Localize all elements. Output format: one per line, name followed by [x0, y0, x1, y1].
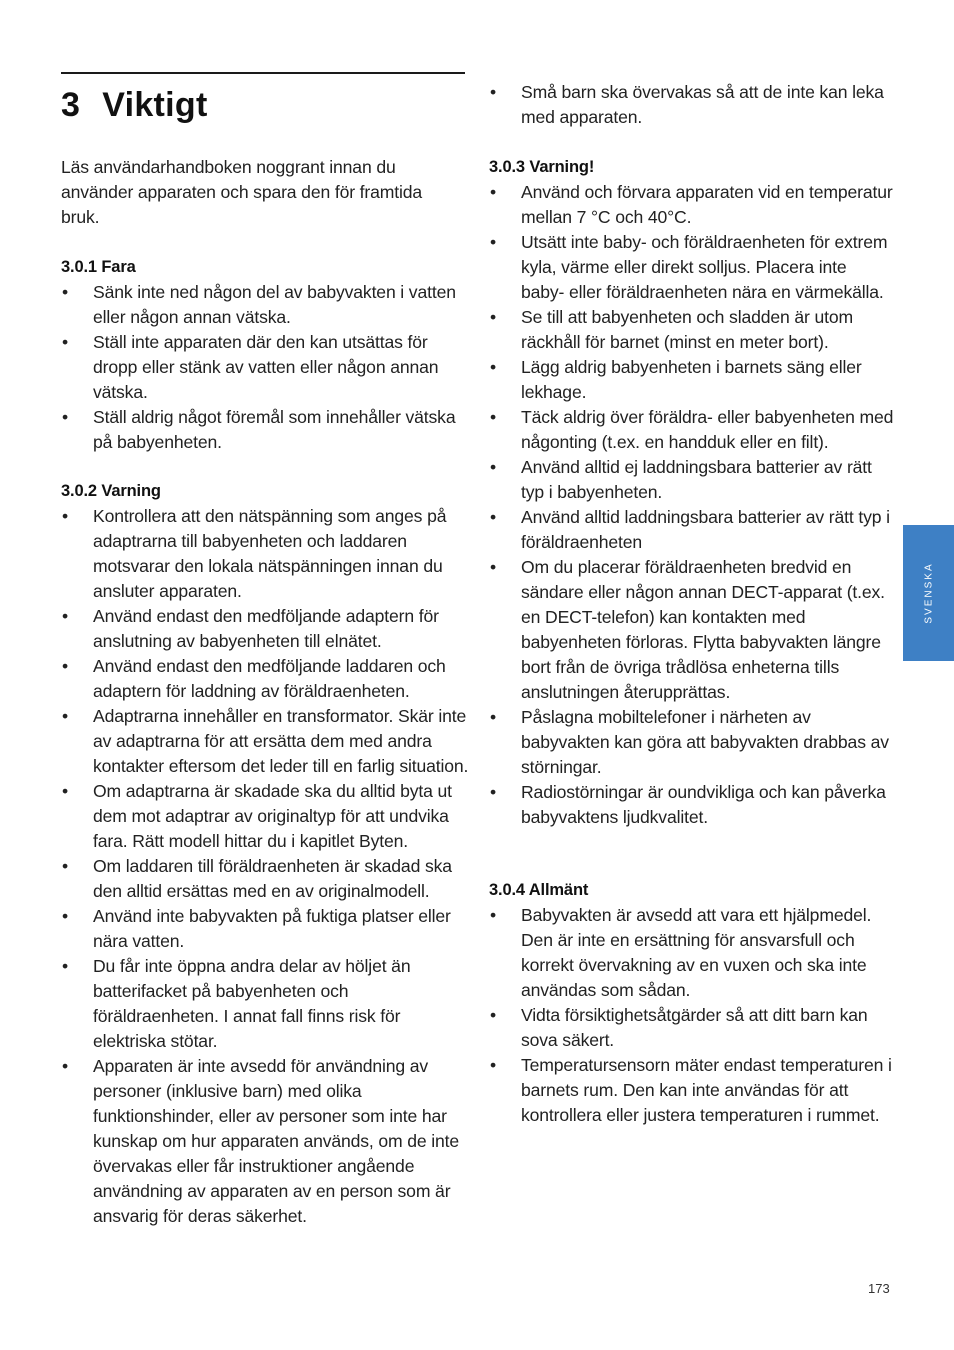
- bullet-list: [489, 80, 894, 130]
- list-item: • Använd endast den medföljande laddaren och adaptern för laddning av föräldraenheten.: [61, 654, 471, 704]
- list-item: • Små barn ska övervakas så att de inte kan leka med apparaten.: [489, 80, 894, 130]
- intro-paragraph: Läs användarhandboken noggrant innan du använder apparaten och spara den för framtida bruk.: [61, 157, 423, 227]
- list-item: • Se till att babyenheten och sladden är utom räckhåll för barnet (minst en meter bort).: [489, 305, 894, 355]
- section-varning-continued: [489, 80, 894, 130]
- section-varning-2: [489, 155, 894, 830]
- page-number: 173: [868, 1281, 890, 1296]
- section-allmant: [489, 878, 894, 1128]
- list-item: • Vidta försiktighetsåtgärder så att ditt barn kan sova säkert.: [489, 1003, 894, 1053]
- header-rule: [61, 72, 465, 74]
- list-item: • Täck aldrig över föräldra- eller babyenheten med någonting (t.ex. en handduk eller en filt).: [489, 405, 894, 455]
- list-item: • Kontrollera att den nätspänning som anges på adaptrarna till babyenheten och laddaren motsvarar den lokala nätspänningen innan du ansluter apparaten.: [61, 504, 471, 604]
- language-tab-label: SVENSKA: [923, 562, 934, 624]
- chapter-title-text: Viktigt: [102, 86, 208, 124]
- list-item: • Ställ aldrig något föremål som innehåller vätska på babyenheten.: [61, 405, 471, 455]
- list-item: • Adaptrarna innehåller en transformator. Skär inte av adaptrarna för att ersätta dem med andra kontakter eftersom det leder till en farlig situation.: [61, 704, 471, 779]
- list-item: • Använd alltid laddningsbara batterier av rätt typ i föräldraenheten: [489, 505, 894, 555]
- list-item: • Använd och förvara apparaten vid en temperatur mellan 7 °C och 40°C.: [489, 180, 894, 230]
- section-heading: 3.0.2 Varning: [61, 482, 161, 500]
- language-tab: [903, 525, 954, 661]
- list-item: • Du får inte öppna andra delar av höljet än batterifacket på babyenheten och föräldraenheten. I annat fall finns risk för elektriska stötar.: [61, 954, 471, 1054]
- list-item: • Sänk inte ned någon del av babyvakten i vatten eller någon annan vätska.: [61, 280, 471, 330]
- bullet-list: [61, 280, 471, 455]
- list-item: • Om du placerar föräldraenheten bredvid en sändare eller någon annan DECT-apparat (t.ex. en DECT-telefon) kan kontakten med babyenheten förloras. Flytta babyvakten längre bort från de övriga trådlösa enheterna tills anslutningen återupprättas.: [489, 555, 894, 705]
- list-item: • Lägg aldrig babyenheten i barnets säng eller lekhage.: [489, 355, 894, 405]
- section-fara: [61, 255, 471, 455]
- chapter-title: [61, 86, 208, 125]
- list-item: • Babyvakten är avsedd att vara ett hjälpmedel. Den är inte en ersättning för ansvarsfull och korrekt övervakning av en vuxen och ska inte användas som sådan.: [489, 903, 894, 1003]
- list-item: • Om laddaren till föräldraenheten är skadad ska den alltid ersättas med en av originalmodell.: [61, 854, 471, 904]
- bullet-list: [489, 180, 894, 830]
- section-varning: [61, 479, 471, 1229]
- list-item: • Utsätt inte baby- och föräldraenheten för extrem kyla, värme eller direkt solljus. Placera inte baby- eller föräldraenheten nära en värmekälla.: [489, 230, 894, 305]
- bullet-list: [61, 504, 471, 1229]
- list-item: • Ställ inte apparaten där den kan utsättas för dropp eller stänk av vatten eller någon annan vätska.: [61, 330, 471, 405]
- section-heading: 3.0.1 Fara: [61, 258, 136, 276]
- list-item: • Apparaten är inte avsedd för användning av personer (inklusive barn) med olika funktionshinder, eller av personer som inte har kunskap om hur apparaten används, om de inte övervakas eller får instruktioner angående användning av apparaten av en person som är ansvarig för deras säkerhet.: [61, 1054, 471, 1229]
- list-item: • Använd endast den medföljande adaptern för anslutning av babyenheten till elnätet.: [61, 604, 471, 654]
- list-item: • Temperatursensorn mäter endast temperaturen i barnets rum. Den kan inte användas för att kontrollera eller justera temperaturen i rummet.: [489, 1053, 894, 1128]
- bullet-list: [489, 903, 894, 1128]
- list-item: • Radiostörningar är oundvikliga och kan påverka babyvaktens ljudkvalitet.: [489, 780, 894, 830]
- section-heading: 3.0.3 Varning!: [489, 158, 595, 176]
- chapter-number: 3: [61, 86, 81, 124]
- list-item: • Använd alltid ej laddningsbara batterier av rätt typ i babyenheten.: [489, 455, 894, 505]
- list-item: • Använd inte babyvakten på fuktiga platser eller nära vatten.: [61, 904, 471, 954]
- section-heading: 3.0.4 Allmänt: [489, 881, 589, 899]
- list-item: • Om adaptrarna är skadade ska du alltid byta ut dem mot adaptrar av originaltyp för att undvika fara. Rätt modell hittar du i kapitlet Byten.: [61, 779, 471, 854]
- list-item: • Påslagna mobiltelefoner i närheten av babyvakten kan göra att babyvakten drabbas av störningar.: [489, 705, 894, 780]
